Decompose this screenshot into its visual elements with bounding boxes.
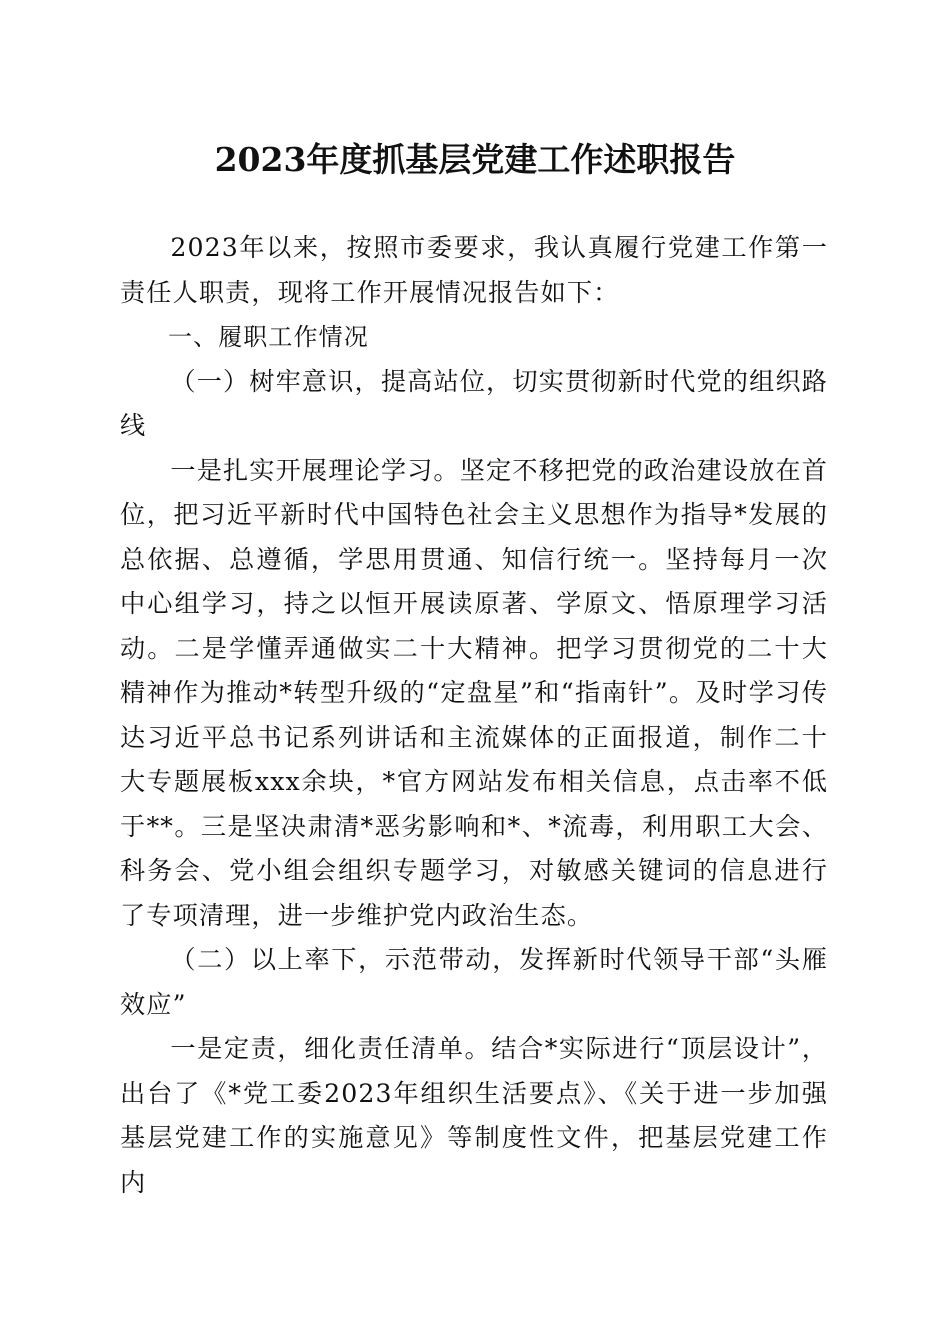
document-body bbox=[120, 226, 828, 1205]
paragraph-theory-study bbox=[120, 449, 828, 939]
section-heading-1: 一、履职工作情况 bbox=[168, 323, 369, 351]
intro-paragraph: 2023年以来，按照市委要求，我认真履行党建工作第一责任人职责，现将工作开展情况报告如下： bbox=[120, 233, 828, 307]
paragraph-lead: 一是扎实开展理论学习。 bbox=[170, 455, 460, 485]
document-title: 2023年度抓基层党建工作述职报告 bbox=[214, 140, 736, 179]
subsection-heading-2: （二）以上率下，示范带动，发挥新时代领导干部“头雁效应” bbox=[120, 945, 828, 1019]
paragraph-text: 坚定不移把党的政治建设放在首位，把习近平新时代中国特色社会主义思想作为指导*发展的总依据、总遵循，学思用贯通、知信行统一。坚持每月一次中心组学习，持之以恒开展读原著、学原文、悟原理学习活动。二是学懂弄通做实二十大精神。把学习贯彻党的二十大精神作为推动*转型升级的“定盘星”和“指南针”。及时学习传达习近平总书记系列讲话和主流媒体的正面报道，制作二十大专题展板xxx余块，*官方网站发布相关信息，点击率不低于**。三是坚决肃清*恶劣影响和*、*流毒，利用职工大会、科务会、党小组会组织专题学习，对敏感关键词的信息进行了专项清理，进一步维护党内政治生态。 bbox=[120, 455, 828, 930]
subsection-heading-1: （一）树牢意识，提高站位，切实贯彻新时代党的组织路线 bbox=[120, 366, 828, 440]
paragraph-text: 结合*实际进行“顶层设计”，出台了《*党工委2023年组织生活要点》、《关于进一步加强基层党建工作的实施意见》等制度性文件，把基层党建工作内 bbox=[120, 1034, 829, 1197]
paragraph-responsibility bbox=[120, 1027, 828, 1205]
paragraph-lead: 一是定责，细化责任清单。 bbox=[170, 1034, 492, 1063]
